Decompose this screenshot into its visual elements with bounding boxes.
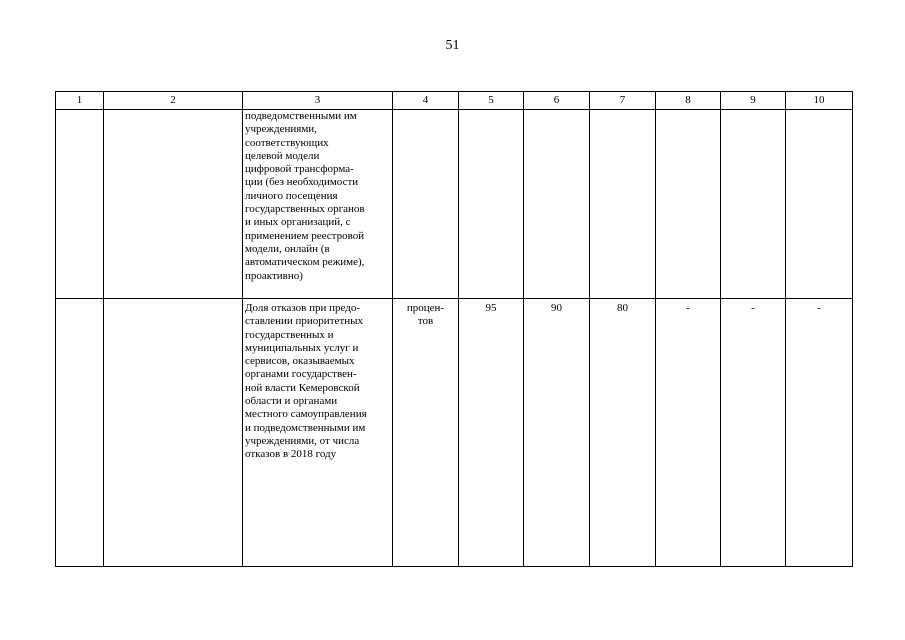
column-number-header-row: [56, 92, 853, 110]
row1-col10: [786, 110, 853, 299]
column-header-6: 6: [524, 92, 590, 110]
row1-col6: [524, 110, 590, 299]
table-row: [56, 110, 853, 299]
row1-col1: [56, 110, 104, 299]
column-header-1: 1: [56, 92, 104, 110]
row1-col7: [590, 110, 656, 299]
column-header-2: 2: [104, 92, 243, 110]
column-header-3: 3: [243, 92, 393, 110]
row1-indicator-text: подведомственными им учреждениями, соответствующих целевой модели цифровой трансформа- ции (без необходимости личного посещения государственных органов и иных организаций, с применением реестровой модели, онлайн (в автоматическом режиме), проактивно): [243, 110, 393, 299]
row2-col2: [104, 299, 243, 567]
column-header-7: 7: [590, 92, 656, 110]
row1-col5: [459, 110, 524, 299]
row2-value-col7: 80: [590, 299, 656, 567]
column-header-8: 8: [656, 92, 721, 110]
row2-unit: процен- тов: [393, 299, 459, 567]
page-number: 51: [445, 38, 460, 53]
row2-value-col8: -: [656, 299, 721, 567]
row2-col1: [56, 299, 104, 567]
column-header-9: 9: [721, 92, 786, 110]
table-row: [56, 299, 853, 567]
row2-value-col10: -: [786, 299, 853, 567]
row1-col2: [104, 110, 243, 299]
row1-unit: [393, 110, 459, 299]
row2-value-col9: -: [721, 299, 786, 567]
row2-value-col5: 95: [459, 299, 524, 567]
column-header-10: 10: [786, 92, 853, 110]
row2-indicator-text: Доля отказов при предо- ставлении приоритетных государственных и муниципальных услуг и сервисов, оказываемых органами государствен- ной власти Кемеровской области и органами местного самоуправления и подведомственными им учреждениями, от числа отказов в 2018 году: [243, 299, 393, 567]
row1-col9: [721, 110, 786, 299]
row2-value-col6: 90: [524, 299, 590, 567]
column-header-5: 5: [459, 92, 524, 110]
row1-col8: [656, 110, 721, 299]
indicator-table: [55, 91, 853, 567]
column-header-4: 4: [393, 92, 459, 110]
